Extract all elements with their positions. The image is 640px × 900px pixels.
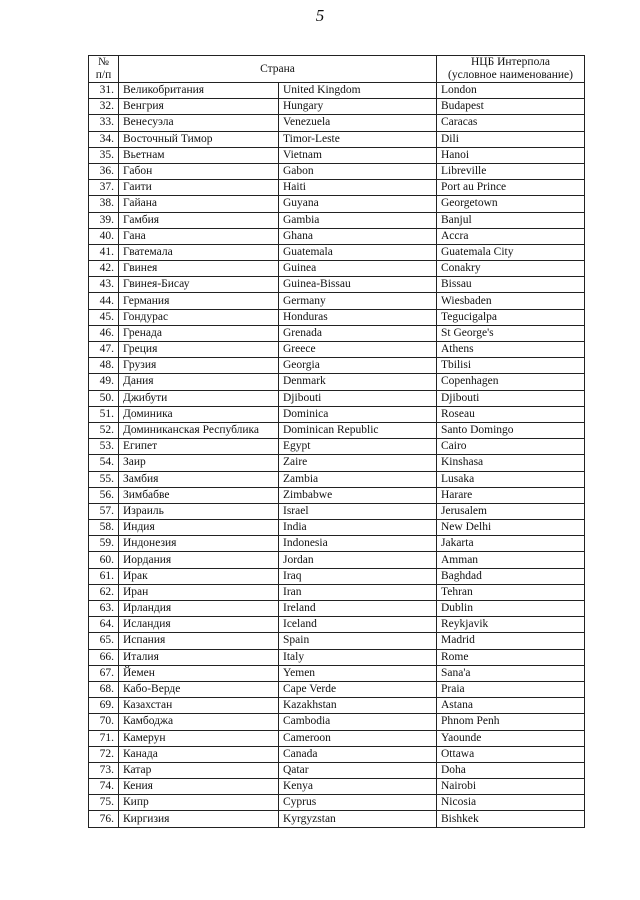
row-number: 70. xyxy=(89,714,119,730)
ncb-name: Yaounde xyxy=(437,730,585,746)
row-number: 33. xyxy=(89,115,119,131)
ncb-name: Copenhagen xyxy=(437,374,585,390)
table-row xyxy=(89,147,585,163)
row-number: 53. xyxy=(89,439,119,455)
country-name-ru: Канада xyxy=(119,746,279,762)
row-number: 48. xyxy=(89,358,119,374)
country-name-ru: Гайана xyxy=(119,196,279,212)
row-number: 36. xyxy=(89,163,119,179)
row-number: 49. xyxy=(89,374,119,390)
country-name-ru: Исландия xyxy=(119,617,279,633)
country-name-en: Kazakhstan xyxy=(279,698,437,714)
country-name-ru: Греция xyxy=(119,342,279,358)
table-row xyxy=(89,342,585,358)
ncb-name: Harare xyxy=(437,487,585,503)
ncb-name: Libreville xyxy=(437,163,585,179)
ncb-name: Baghdad xyxy=(437,568,585,584)
country-name-ru: Кабо-Верде xyxy=(119,681,279,697)
row-number: 55. xyxy=(89,471,119,487)
country-name-en: Zimbabwe xyxy=(279,487,437,503)
page-number: 5 xyxy=(315,6,325,25)
table-row xyxy=(89,487,585,503)
country-name-ru: Казахстан xyxy=(119,698,279,714)
ncb-name: Port au Prince xyxy=(437,180,585,196)
country-name-en: Guatemala xyxy=(279,244,437,260)
table-row xyxy=(89,601,585,617)
table-row xyxy=(89,536,585,552)
row-number: 51. xyxy=(89,406,119,422)
ncb-name: St George's xyxy=(437,325,585,341)
country-name-ru: Иордания xyxy=(119,552,279,568)
country-name-en: Vietnam xyxy=(279,147,437,163)
country-name-ru: Камбоджа xyxy=(119,714,279,730)
country-name-ru: Великобритания xyxy=(119,83,279,99)
row-number: 68. xyxy=(89,681,119,697)
country-name-ru: Испания xyxy=(119,633,279,649)
row-number: 60. xyxy=(89,552,119,568)
table-row xyxy=(89,309,585,325)
country-name-en: Ghana xyxy=(279,228,437,244)
country-name-en: Denmark xyxy=(279,374,437,390)
country-name-en: Qatar xyxy=(279,762,437,778)
row-number: 61. xyxy=(89,568,119,584)
table-row xyxy=(89,503,585,519)
country-name-en: Timor-Leste xyxy=(279,131,437,147)
country-name-en: Hungary xyxy=(279,99,437,115)
row-number: 63. xyxy=(89,601,119,617)
country-name-en: Greece xyxy=(279,342,437,358)
country-name-en: Venezuela xyxy=(279,115,437,131)
ncb-name: New Delhi xyxy=(437,520,585,536)
ncb-name: Nairobi xyxy=(437,779,585,795)
row-number: 69. xyxy=(89,698,119,714)
country-name-ru: Заир xyxy=(119,455,279,471)
country-name-ru: Замбия xyxy=(119,471,279,487)
country-name-en: Kenya xyxy=(279,779,437,795)
country-name-en: Iraq xyxy=(279,568,437,584)
table-row xyxy=(89,795,585,811)
ncb-name: Dili xyxy=(437,131,585,147)
table-row xyxy=(89,811,585,827)
row-number: 66. xyxy=(89,649,119,665)
ncb-name: Sana'a xyxy=(437,665,585,681)
ncb-name: Praia xyxy=(437,681,585,697)
country-name-ru: Гана xyxy=(119,228,279,244)
country-name-en: Honduras xyxy=(279,309,437,325)
table-row xyxy=(89,779,585,795)
ncb-name: Rome xyxy=(437,649,585,665)
table-row xyxy=(89,617,585,633)
country-name-en: Ireland xyxy=(279,601,437,617)
country-name-en: Haiti xyxy=(279,180,437,196)
country-name-en: Israel xyxy=(279,503,437,519)
country-name-ru: Доминика xyxy=(119,406,279,422)
table-row xyxy=(89,698,585,714)
table-row xyxy=(89,520,585,536)
country-name-en: Italy xyxy=(279,649,437,665)
table-row xyxy=(89,83,585,99)
country-name-en: Dominican Republic xyxy=(279,422,437,438)
country-name-en: Gambia xyxy=(279,212,437,228)
row-number: 76. xyxy=(89,811,119,827)
country-name-en: Guinea xyxy=(279,261,437,277)
row-number: 42. xyxy=(89,261,119,277)
row-number: 45. xyxy=(89,309,119,325)
country-name-en: Guinea-Bissau xyxy=(279,277,437,293)
table-row xyxy=(89,261,585,277)
row-number: 71. xyxy=(89,730,119,746)
ncb-name: Reykjavik xyxy=(437,617,585,633)
row-number: 50. xyxy=(89,390,119,406)
table-row xyxy=(89,212,585,228)
ncb-name: Kinshasa xyxy=(437,455,585,471)
row-number: 58. xyxy=(89,520,119,536)
table-row xyxy=(89,163,585,179)
country-name-en: Indonesia xyxy=(279,536,437,552)
country-name-en: Cyprus xyxy=(279,795,437,811)
ncb-name: Bishkek xyxy=(437,811,585,827)
header-number xyxy=(89,56,119,83)
row-number: 65. xyxy=(89,633,119,649)
header-number-line1: № xyxy=(98,56,109,68)
ncb-name: Astana xyxy=(437,698,585,714)
row-number: 37. xyxy=(89,180,119,196)
country-name-en: Grenada xyxy=(279,325,437,341)
row-number: 35. xyxy=(89,147,119,163)
country-name-ru: Гаити xyxy=(119,180,279,196)
country-name-ru: Венгрия xyxy=(119,99,279,115)
table-row xyxy=(89,665,585,681)
table-row xyxy=(89,714,585,730)
row-number: 54. xyxy=(89,455,119,471)
country-name-ru: Ирландия xyxy=(119,601,279,617)
table-row xyxy=(89,439,585,455)
table-row xyxy=(89,325,585,341)
country-name-ru: Дания xyxy=(119,374,279,390)
country-name-ru: Йемен xyxy=(119,665,279,681)
ncb-name: Conakry xyxy=(437,261,585,277)
country-name-en: Cape Verde xyxy=(279,681,437,697)
table-row xyxy=(89,277,585,293)
table-row xyxy=(89,358,585,374)
country-name-en: Djibouti xyxy=(279,390,437,406)
ncb-name: Caracas xyxy=(437,115,585,131)
country-name-ru: Германия xyxy=(119,293,279,309)
table-row xyxy=(89,455,585,471)
row-number: 59. xyxy=(89,536,119,552)
ncb-name: Wiesbaden xyxy=(437,293,585,309)
ncb-name: Jerusalem xyxy=(437,503,585,519)
row-number: 67. xyxy=(89,665,119,681)
ncb-name: Roseau xyxy=(437,406,585,422)
ncb-name: Accra xyxy=(437,228,585,244)
ncb-name: Ottawa xyxy=(437,746,585,762)
country-name-ru: Камерун xyxy=(119,730,279,746)
table-row xyxy=(89,293,585,309)
table-row xyxy=(89,180,585,196)
ncb-name: Bissau xyxy=(437,277,585,293)
ncb-name: Lusaka xyxy=(437,471,585,487)
ncb-name: Djibouti xyxy=(437,390,585,406)
country-name-ru: Доминиканская Республика xyxy=(119,422,279,438)
row-number: 64. xyxy=(89,617,119,633)
country-name-ru: Джибути xyxy=(119,390,279,406)
ncb-name: Tbilisi xyxy=(437,358,585,374)
row-number: 57. xyxy=(89,503,119,519)
row-number: 74. xyxy=(89,779,119,795)
table-row xyxy=(89,99,585,115)
country-name-en: Kyrgyzstan xyxy=(279,811,437,827)
ncb-name: Doha xyxy=(437,762,585,778)
table-row xyxy=(89,422,585,438)
row-number: 38. xyxy=(89,196,119,212)
country-name-ru: Грузия xyxy=(119,358,279,374)
country-name-ru: Израиль xyxy=(119,503,279,519)
table-row xyxy=(89,115,585,131)
row-number: 31. xyxy=(89,83,119,99)
table-row xyxy=(89,196,585,212)
country-name-en: Germany xyxy=(279,293,437,309)
country-name-ru: Габон xyxy=(119,163,279,179)
country-name-en: Dominica xyxy=(279,406,437,422)
country-name-ru: Зимбабве xyxy=(119,487,279,503)
interpol-ncb-table xyxy=(88,55,585,828)
country-name-ru: Ирак xyxy=(119,568,279,584)
country-name-en: Canada xyxy=(279,746,437,762)
row-number: 75. xyxy=(89,795,119,811)
country-name-en: Yemen xyxy=(279,665,437,681)
table-row xyxy=(89,390,585,406)
country-name-ru: Иран xyxy=(119,584,279,600)
table-header-row xyxy=(89,56,585,83)
ncb-name: Tehran xyxy=(437,584,585,600)
ncb-name: Budapest xyxy=(437,99,585,115)
country-name-ru: Гватемала xyxy=(119,244,279,260)
header-ncb-line2: (условное наименование) xyxy=(448,69,573,81)
country-name-en: Iran xyxy=(279,584,437,600)
ncb-name: Phnom Penh xyxy=(437,714,585,730)
ncb-name: Guatemala City xyxy=(437,244,585,260)
country-name-en: Zambia xyxy=(279,471,437,487)
ncb-name: Nicosia xyxy=(437,795,585,811)
header-country: Страна xyxy=(119,56,437,83)
ncb-name: Amman xyxy=(437,552,585,568)
row-number: 52. xyxy=(89,422,119,438)
country-name-ru: Гамбия xyxy=(119,212,279,228)
table-row xyxy=(89,131,585,147)
ncb-name: Dublin xyxy=(437,601,585,617)
country-name-en: Jordan xyxy=(279,552,437,568)
country-name-en: Guyana xyxy=(279,196,437,212)
row-number: 44. xyxy=(89,293,119,309)
table-row xyxy=(89,228,585,244)
ncb-name: Madrid xyxy=(437,633,585,649)
country-name-ru: Индия xyxy=(119,520,279,536)
ncb-name: Tegucigalpa xyxy=(437,309,585,325)
ncb-name: Jakarta xyxy=(437,536,585,552)
row-number: 34. xyxy=(89,131,119,147)
country-name-en: United Kingdom xyxy=(279,83,437,99)
country-name-en: Spain xyxy=(279,633,437,649)
country-name-ru: Италия xyxy=(119,649,279,665)
country-name-ru: Кипр xyxy=(119,795,279,811)
country-name-en: Georgia xyxy=(279,358,437,374)
country-name-ru: Восточный Тимор xyxy=(119,131,279,147)
country-name-ru: Венесуэла xyxy=(119,115,279,131)
table-row xyxy=(89,746,585,762)
country-name-en: India xyxy=(279,520,437,536)
country-name-ru: Индонезия xyxy=(119,536,279,552)
ncb-name: Hanoi xyxy=(437,147,585,163)
country-name-ru: Гвинея xyxy=(119,261,279,277)
row-number: 41. xyxy=(89,244,119,260)
table-row xyxy=(89,681,585,697)
row-number: 47. xyxy=(89,342,119,358)
country-name-ru: Киргизия xyxy=(119,811,279,827)
table-row xyxy=(89,471,585,487)
table-row xyxy=(89,762,585,778)
ncb-name: Georgetown xyxy=(437,196,585,212)
header-number-line2: п/п xyxy=(95,69,112,81)
ncb-name: Cairo xyxy=(437,439,585,455)
row-number: 32. xyxy=(89,99,119,115)
row-number: 56. xyxy=(89,487,119,503)
table-row xyxy=(89,633,585,649)
ncb-name: Banjul xyxy=(437,212,585,228)
ncb-name: Santo Domingo xyxy=(437,422,585,438)
country-name-ru: Вьетнам xyxy=(119,147,279,163)
header-ncb xyxy=(437,56,585,83)
country-name-ru: Гондурас xyxy=(119,309,279,325)
country-name-ru: Гренада xyxy=(119,325,279,341)
table-row xyxy=(89,552,585,568)
country-name-en: Zaire xyxy=(279,455,437,471)
row-number: 62. xyxy=(89,584,119,600)
country-name-ru: Кения xyxy=(119,779,279,795)
row-number: 40. xyxy=(89,228,119,244)
table-row xyxy=(89,649,585,665)
table-row xyxy=(89,406,585,422)
country-name-ru: Гвинея-Бисау xyxy=(119,277,279,293)
table-row xyxy=(89,374,585,390)
country-name-ru: Катар xyxy=(119,762,279,778)
table-row xyxy=(89,568,585,584)
country-name-en: Egypt xyxy=(279,439,437,455)
ncb-name: Athens xyxy=(437,342,585,358)
country-name-en: Gabon xyxy=(279,163,437,179)
table-body xyxy=(89,83,585,828)
country-name-ru: Египет xyxy=(119,439,279,455)
ncb-name: London xyxy=(437,83,585,99)
row-number: 73. xyxy=(89,762,119,778)
header-ncb-line1: НЦБ Интерпола xyxy=(470,56,551,68)
row-number: 39. xyxy=(89,212,119,228)
table-row xyxy=(89,244,585,260)
table-row xyxy=(89,730,585,746)
row-number: 72. xyxy=(89,746,119,762)
row-number: 43. xyxy=(89,277,119,293)
country-name-en: Cameroon xyxy=(279,730,437,746)
country-name-en: Iceland xyxy=(279,617,437,633)
row-number: 46. xyxy=(89,325,119,341)
country-name-en: Cambodia xyxy=(279,714,437,730)
table-row xyxy=(89,584,585,600)
